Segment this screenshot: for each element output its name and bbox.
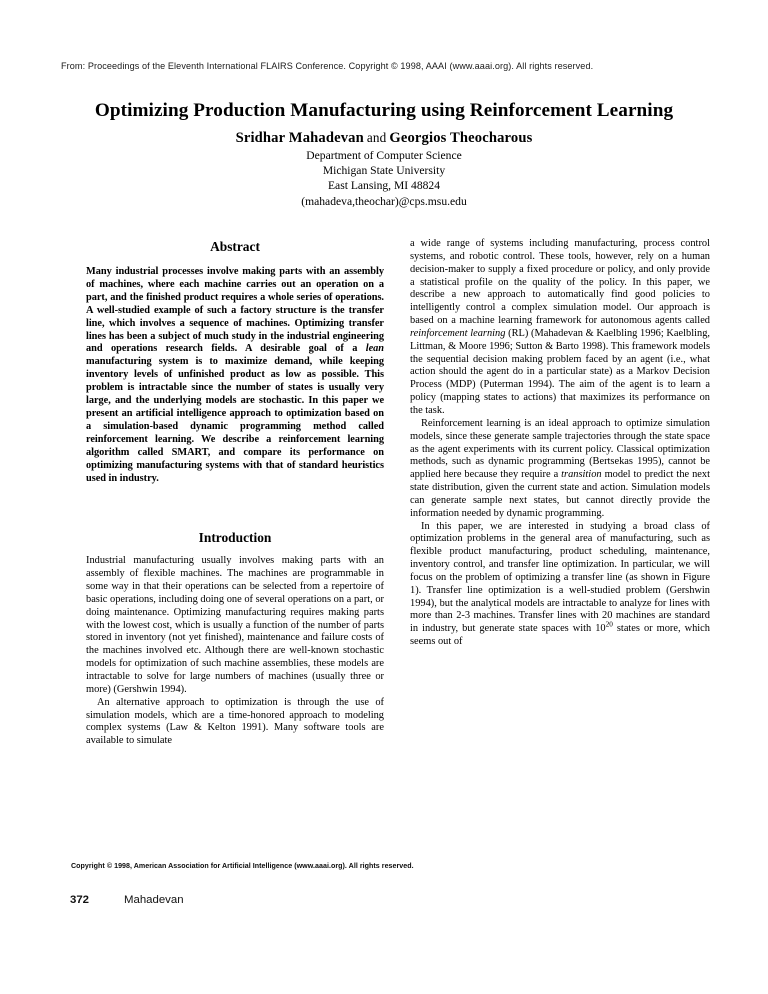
introduction-paragraph-2: An alternative approach to optimization is through the use of simulation models, which are a time-honored approach to modeling complex systems (Law & Kelton 1991). Many software tools are available to simulate	[86, 696, 384, 747]
right-paragraph-2-part-1: Reinforcement learning is an ideal approach to optimize simulation models, since these generate sample trajectories through the state space as the agent experiments with its current policy. Classical optimization methods, such as dynamic programming (Bertsekas 1995), cannot be applied here because they require a	[410, 417, 710, 481]
page-footer	[70, 893, 184, 907]
abstract-text-part-2: manufacturing system is to maximize demand, while keeping inventory levels of unfinished product as low as possible. This problem is intractable since the number of states is usually very large, and the underlying models are stochastic. In this paper we present an artificial intelligence approach to optimization based on a simulation-based dynamic programming method called reinforcement learning. We describe a reinforcement learning algorithm called SMART, and compare its performance on optimizing manufacturing systems with that of standard heuristics used in industry.	[86, 356, 384, 484]
affiliation-university: Michigan State University	[322, 164, 446, 178]
right-paragraph-2	[410, 418, 710, 521]
exponent-20: 20	[605, 620, 613, 629]
right-paragraph-1-part-1: a wide range of systems including manufacturing, process control systems, and robotic control. These tools, however, rely on a human decision-maker to supply a fixed procedure or policy, and only provide a statistical profile on the quality of the policy. In this paper, we describe a new approach to automatically find good policies to intelligently control a complex simulation model. Our approach is based on a machine learning framework for autonomous agents called	[410, 238, 710, 327]
author-names	[0, 128, 768, 148]
right-paragraph-1	[410, 238, 710, 418]
page-number: 372	[70, 894, 90, 906]
right-paragraph-3-part-1: In this paper, we are interested in studying a broad class of optimization problems in the general area of manufacturing, such as flexible product manufacturing, product scheduling, maintenance, inventory control, and transfer line optimization. In particular, we will focus on the problem of optimizing a transfer line (as shown in Figure 1). Transfer line optimization is a well-studied problem (Gershwin 1994), but the analytical models are intractable to analyze for lines with more than 2-3 machines. Transfer lines with 20 machines are standard in industry, but generate state spaces with 10	[410, 520, 710, 635]
right-paragraph-3	[410, 521, 710, 649]
footer-copyright: Copyright © 1998, American Association for Artificial Intelligence (www.aaai.org). All rights reserved.	[71, 862, 414, 870]
introduction-heading: Introduction	[198, 530, 272, 546]
running-head: Mahadevan	[124, 894, 184, 906]
right-paragraph-2-part-2: model to predict the next state distribution, given the current state and action. Simulation models can generate sample next states, but cannot directly provide the information needed by dynamic programming.	[410, 469, 710, 519]
author-conjunction: and	[366, 130, 387, 145]
abstract-emphasis-lean: lean	[365, 343, 384, 355]
author-second: Georgios Theocharous	[389, 130, 533, 146]
column-right	[410, 238, 710, 649]
right-paragraph-3-part-2: states or more, which seems out of	[410, 623, 710, 648]
affiliation-address: East Lansing, MI 48824	[327, 179, 441, 193]
abstract-text-part-1: Many industrial processes involve making parts with an assembly of machines, where each machine carries out an operation on a part, and the finished product requires a whole series of operations. A well-studied example of such a factory structure is the transfer line, which involves a sequence of machines. Optimizing transfer lines has been a subject of much study in the industrial engineering and operations research fields. A desirable goal of a	[86, 266, 384, 355]
right-emphasis-transition: transition	[561, 469, 602, 481]
author-first: Sridhar Mahadevan	[235, 130, 364, 146]
page-title: Optimizing Production Manufacturing using Reinforcement Learning	[94, 99, 674, 121]
author-block	[0, 128, 768, 209]
column-left	[86, 238, 384, 748]
right-paragraph-1-part-2: (RL) (Mahadevan & Kaelbling 1996; Kaelbling, Littman, & Moore 1996; Sutton & Barto 1998). This framework models the sequential decision making problem faced by an agent (i.e., what action should the agent do in a particular state) as a Markov Decision Process (MDP) (Puterman 1994). The aim of the agent is to learn a policy (mapping states to actions) that maximizes its performance on the task.	[410, 327, 710, 416]
abstract-body	[86, 266, 384, 485]
introduction-paragraph-1: Industrial manufacturing usually involves making parts with an assembly of flexible machines. The machines are programmable in some way in that their operations can be selected from a repertoire of basic operations, including doing one of several operations on a part, or doing maintenance. Optimizing manufacturing requires making parts with the lowest cost, which is usually a function of the number of parts stored in inventory (not yet finished), maintenance and failure costs of the machines involved etc. Although there are well-known stochastic models for optimization of such machine assemblies, these models are intractable to solve for large numbers of machines (usually three or more) (Gershwin 1994).	[86, 555, 384, 695]
right-emphasis-reinforcement-learning: reinforcement learning	[410, 327, 506, 339]
affiliation-email: (mahadeva,theochar)@cps.msu.edu	[301, 194, 467, 208]
affiliation-department: Department of Computer Science	[306, 149, 462, 162]
proceedings-banner: From: Proceedings of the Eleventh International FLAIRS Conference. Copyright © 1998, AAAI (www.aaai.org). All rights reserved.	[61, 61, 594, 71]
abstract-heading: Abstract	[210, 239, 260, 254]
